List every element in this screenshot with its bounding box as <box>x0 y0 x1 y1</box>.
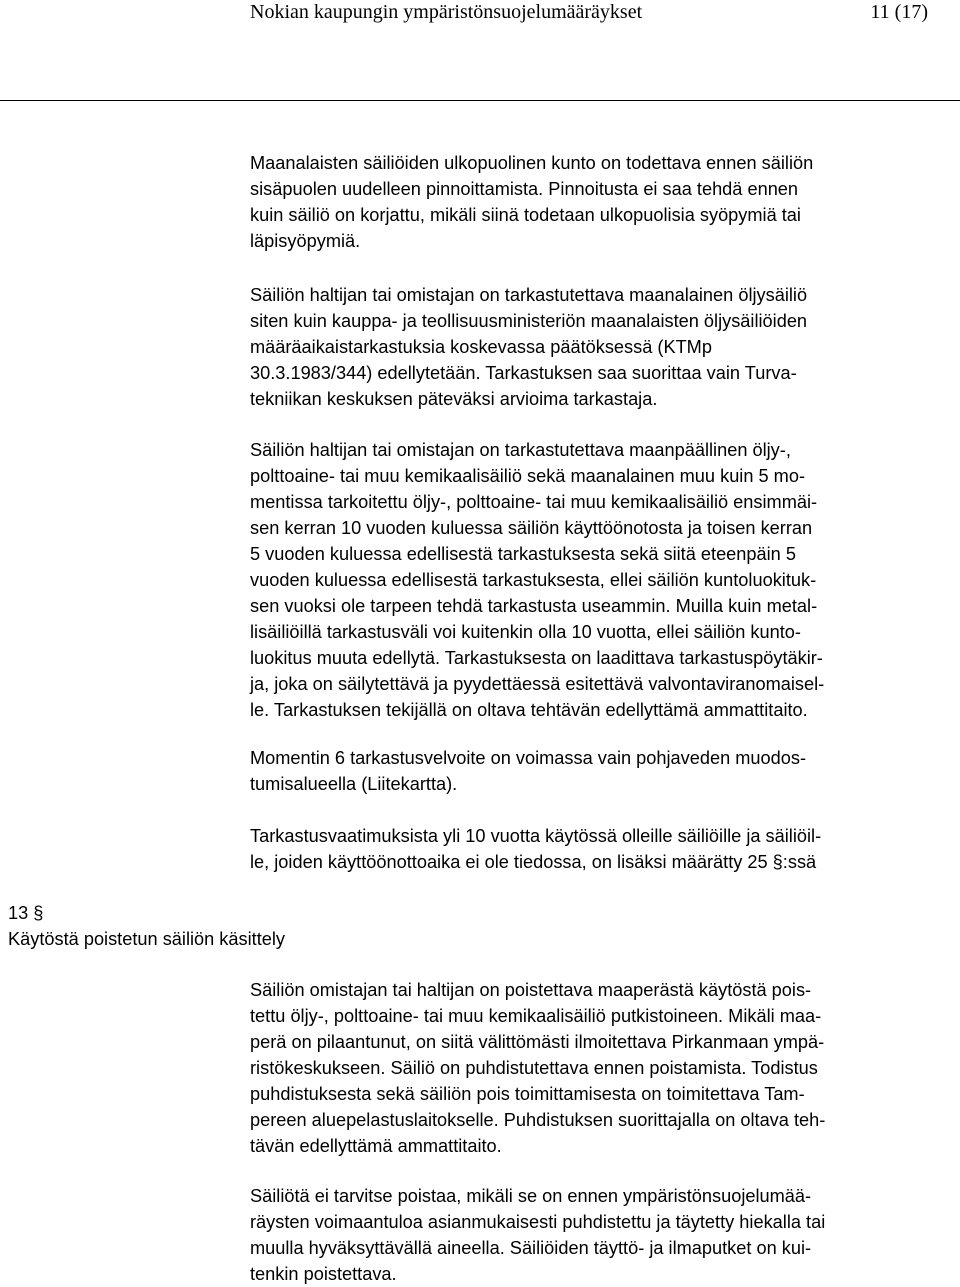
paragraph <box>250 745 956 797</box>
text-line: 30.3.1983/344) edellytetään. Tarkastuksen saa suorittaa vain Turva- <box>250 363 797 383</box>
text-line: läpisyöpymiä. <box>250 231 361 251</box>
text-line: tekniikan keskuksen päteväksi arvioima tarkastaja. <box>250 389 658 409</box>
text-line: perä on pilaantunut, on siitä välittömästi ilmoitettava Pirkanmaan ympä- <box>250 1032 825 1052</box>
text-line: pereen aluepelastuslaitokselle. Puhdistuksen suorittajalla on oltava teh- <box>250 1110 826 1130</box>
text-line: Maanalaisten säiliöiden ulkopuolinen kunto on todettava ennen säiliön <box>250 153 814 173</box>
text-line: le. Tarkastuksen tekijällä on oltava tehtävän edellyttämä ammattitaito. <box>250 700 808 720</box>
header-divider <box>0 100 960 101</box>
text-line: vuoden kuluessa edellisestä tarkastuksesta, ellei säiliön kuntoluokituk- <box>250 570 817 590</box>
text-line: muulla hyväksyttävällä aineella. Säiliöiden täyttö- ja ilmaputket on kui- <box>250 1238 812 1258</box>
text-line: tävän edellyttämä ammattitaito. <box>250 1136 502 1156</box>
document-title: Nokian kaupungin ympäristönsuojelumääräykset <box>250 1 643 23</box>
text-line: Momentin 6 tarkastusvelvoite on voimassa vain pohjaveden muodos- <box>250 748 807 768</box>
text-line: Tarkastusvaatimuksista yli 10 vuotta käytössä olleille säiliöille ja säiliöil- <box>250 826 822 846</box>
page-header <box>0 0 960 100</box>
text-line: sen kerran 10 vuoden kuluessa säiliön käyttöönotosta ja toisen kerran <box>250 518 813 538</box>
text-line: mentissa tarkoitettu öljy-, polttoaine- tai muu kemikaalisäiliö ensimmäi- <box>250 492 818 512</box>
section-title: Käytöstä poistetun säiliön käsittely <box>8 929 286 949</box>
paragraph <box>250 437 956 723</box>
text-line: tettu öljy-, polttoaine- tai muu kemikaalisäiliö putkistoineen. Mikäli maa- <box>250 1006 822 1026</box>
text-line: Säiliötä ei tarvitse poistaa, mikäli se on ennen ympäristönsuojelumää- <box>250 1186 812 1206</box>
section-number: 13 § <box>8 903 44 923</box>
text-line: määräaikaistarkastuksia koskevassa päätöksessä (KTMp <box>250 337 712 357</box>
text-line: 5 vuoden kuluessa edellisestä tarkastuksesta sekä siitä eteenpäin 5 <box>250 544 796 564</box>
text-line: lisäiliöillä tarkastusväli voi kuitenkin olla 10 vuotta, ellei säiliön kunto- <box>250 622 801 642</box>
text-line: Säiliön haltijan tai omistajan on tarkastutettava maanalainen öljysäiliö <box>250 285 808 305</box>
text-line: siten kuin kauppa- ja teollisuusministeriön maanalaisten öljysäiliöiden <box>250 311 808 331</box>
paragraph <box>250 282 956 412</box>
text-line: tumisalueella (Liitekartta). <box>250 774 458 794</box>
text-line: polttoaine- tai muu kemikaalisäiliö sekä maanalainen muu kuin 5 mo- <box>250 466 806 486</box>
text-line: sen vuoksi ole tarpeen tehdä tarkastusta useammin. Muilla kuin metal- <box>250 596 818 616</box>
text-line: Säiliön omistajan tai haltijan on poistettava maaperästä käytöstä pois- <box>250 980 812 1000</box>
text-line: Säiliön haltijan tai omistajan on tarkastutettava maanpäällinen öljy-, <box>250 440 791 460</box>
text-line: le, joiden käyttöönottoaika ei ole tiedossa, on lisäksi määrätty 25 §:ssä <box>250 852 817 872</box>
text-line: räysten voimaantuloa asianmukaisesti puhdistettu ja täytetty hiekalla tai <box>250 1212 826 1232</box>
text-line: kuin säiliö on korjattu, mikäli siinä todetaan ulkopuolisia syöpymiä tai <box>250 205 801 225</box>
page-number: 11 (17) <box>870 1 928 23</box>
text-line: ja, joka on säilytettävä ja pyydettäessä esitettävä valvontaviranomaisel- <box>250 674 825 694</box>
text-line: sisäpuolen uudelleen pinnoittamista. Pinnoitusta ei saa tehdä ennen <box>250 179 799 199</box>
section-heading <box>8 900 286 952</box>
paragraph <box>250 823 956 875</box>
text-line: puhdistuksesta sekä säiliön pois toimittamisesta on toimitettava Tam- <box>250 1084 805 1104</box>
paragraph <box>250 150 956 254</box>
text-line: luokitus muuta edellytä. Tarkastuksesta on laadittava tarkastuspöytäkir- <box>250 648 823 668</box>
text-line: tenkin poistettava. <box>250 1264 397 1284</box>
text-line: ristökeskukseen. Säiliö on puhdistutettava ennen poistamista. Todistus <box>250 1058 818 1078</box>
paragraph <box>250 977 956 1159</box>
paragraph <box>250 1183 956 1287</box>
